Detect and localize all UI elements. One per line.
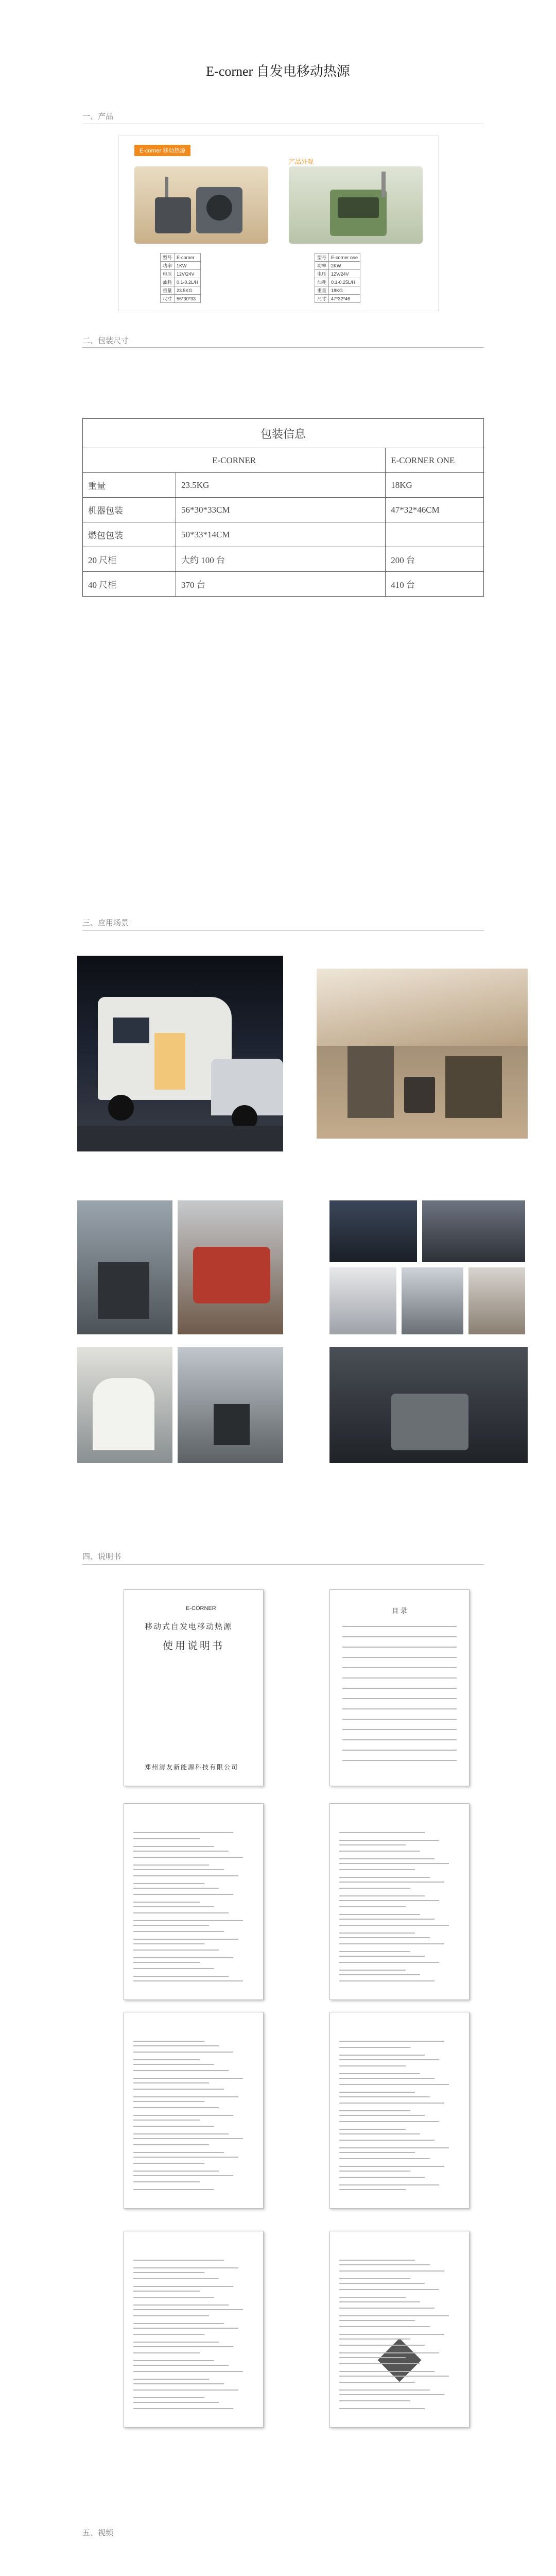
spec-cell: 尺寸 bbox=[315, 295, 329, 303]
text-line bbox=[339, 1980, 435, 1981]
text-line bbox=[339, 2382, 415, 2383]
text-line bbox=[339, 1858, 435, 1859]
usage-photo-vehicle-2 bbox=[422, 1200, 525, 1262]
text-line bbox=[339, 2278, 410, 2279]
text-line bbox=[133, 2138, 243, 2139]
section-divider bbox=[82, 347, 484, 348]
text-line bbox=[133, 2383, 224, 2384]
text-line bbox=[133, 2163, 204, 2164]
table-cell bbox=[386, 522, 484, 547]
text-line bbox=[339, 2345, 425, 2346]
text-line bbox=[339, 1906, 406, 1907]
text-line bbox=[339, 2115, 425, 2116]
text-line bbox=[133, 2309, 243, 2310]
text-line bbox=[133, 2334, 204, 2335]
product-photo-e-corner-one bbox=[289, 166, 423, 244]
table-cell-label: 重量 bbox=[83, 473, 176, 498]
text-line bbox=[339, 2270, 444, 2272]
text-line bbox=[133, 2152, 224, 2153]
section-manual-label: 四、说明书 bbox=[82, 1553, 121, 1561]
text-line bbox=[339, 2140, 435, 2141]
text-line bbox=[133, 2286, 233, 2287]
text-line bbox=[133, 1925, 209, 1926]
text-line bbox=[133, 1939, 238, 1940]
spec-cell: E-corner bbox=[175, 253, 201, 262]
table-cell: 23.5KG bbox=[176, 473, 386, 498]
usage-photo-vehicle-1 bbox=[329, 1200, 417, 1262]
text-line bbox=[133, 2189, 214, 2190]
page-title: E-corner 自发电移动热源 bbox=[206, 64, 350, 79]
text-line bbox=[133, 2133, 229, 2134]
text-line bbox=[133, 1906, 214, 1907]
manual-cover-subtitle: 使用说明书 bbox=[163, 1640, 224, 1652]
packaging-table bbox=[82, 418, 484, 597]
text-line bbox=[133, 1912, 229, 1913]
spec-cell: 47*32*46 bbox=[329, 295, 360, 303]
table-row bbox=[83, 572, 484, 597]
table-cell: 大约 100 台 bbox=[176, 547, 386, 572]
text-line bbox=[133, 2082, 209, 2083]
spec-row bbox=[161, 262, 201, 270]
text-line bbox=[339, 2371, 435, 2372]
text-line bbox=[133, 2297, 214, 2298]
text-line bbox=[339, 1851, 420, 1852]
table-cell-label: 40 尺柜 bbox=[83, 572, 176, 597]
usage-photo-tent-1 bbox=[77, 1347, 172, 1463]
text-line bbox=[339, 2073, 420, 2074]
text-line bbox=[339, 2260, 415, 2261]
text-line bbox=[133, 2101, 204, 2102]
text-line bbox=[339, 2189, 406, 2190]
text-line bbox=[339, 1900, 439, 1901]
toc-line bbox=[342, 1719, 457, 1720]
usage-photo-rv-night bbox=[77, 956, 283, 1151]
product-photo-e-corner bbox=[134, 166, 268, 244]
spec-row bbox=[315, 270, 360, 278]
toc-line bbox=[342, 1677, 457, 1679]
text-line bbox=[133, 1851, 229, 1852]
text-line bbox=[133, 1888, 219, 1889]
text-line bbox=[339, 1869, 415, 1870]
spec-row bbox=[315, 286, 360, 295]
product-tag: E-corner 移动热源 bbox=[134, 145, 190, 156]
manual-toc-title: 目 录 bbox=[392, 1607, 407, 1615]
text-line bbox=[133, 2379, 209, 2380]
text-line bbox=[133, 1920, 243, 1921]
manual-toc-page bbox=[329, 1589, 470, 1786]
text-line bbox=[133, 2070, 229, 2071]
spec-cell: 0.1-0.25L/H bbox=[329, 278, 360, 286]
toc-line bbox=[342, 1657, 457, 1658]
text-line bbox=[339, 1882, 444, 1883]
text-line bbox=[339, 2184, 439, 2185]
text-line bbox=[339, 2065, 406, 2066]
text-line bbox=[133, 2342, 219, 2343]
text-line bbox=[339, 2177, 425, 2178]
toc-line bbox=[342, 1708, 457, 1709]
text-line bbox=[133, 2365, 229, 2366]
text-line bbox=[133, 1957, 233, 1958]
spec-row bbox=[315, 278, 360, 286]
table-cell-label: 燃包包装 bbox=[83, 522, 176, 547]
text-line bbox=[339, 2315, 449, 2316]
text-line bbox=[133, 2304, 229, 2306]
product-appearance-label: 产品外观 bbox=[289, 158, 314, 165]
text-line bbox=[133, 2278, 219, 2279]
spec-cell: 23.5KG bbox=[175, 286, 201, 295]
toc-line bbox=[342, 1698, 457, 1699]
text-line bbox=[339, 1925, 449, 1926]
toc-line bbox=[342, 1647, 457, 1648]
text-line bbox=[133, 2323, 224, 2324]
text-line bbox=[339, 2308, 435, 2309]
table-row bbox=[83, 473, 484, 498]
section-usage-label: 三、应用场景 bbox=[82, 919, 129, 927]
spec-cell: 功率 bbox=[315, 262, 329, 270]
text-line bbox=[133, 2371, 243, 2372]
text-line bbox=[133, 2144, 209, 2145]
text-line bbox=[133, 2064, 214, 2065]
text-line bbox=[133, 2328, 238, 2329]
text-line bbox=[339, 1844, 406, 1845]
text-line bbox=[339, 1840, 439, 1841]
text-line bbox=[339, 1951, 410, 1952]
text-line bbox=[339, 1895, 425, 1896]
text-line bbox=[133, 2120, 200, 2121]
manual-cover-page bbox=[124, 1589, 264, 1786]
text-line bbox=[133, 1865, 209, 1866]
spec-cell: 18KG bbox=[329, 286, 360, 295]
text-line bbox=[133, 2175, 233, 2176]
toc-line bbox=[342, 1626, 457, 1627]
text-line bbox=[133, 2041, 204, 2042]
spec-row bbox=[161, 295, 201, 303]
text-line bbox=[339, 1970, 406, 1971]
text-line bbox=[339, 2289, 439, 2290]
text-line bbox=[339, 2055, 425, 2056]
packaging-table-header: 包装信息 bbox=[83, 419, 484, 448]
text-line bbox=[339, 2376, 449, 2377]
text-line bbox=[133, 1883, 204, 1884]
table-cell: 50*33*14CM bbox=[176, 522, 386, 547]
text-line bbox=[339, 2334, 444, 2335]
spec-cell: 56*30*33 bbox=[175, 295, 201, 303]
text-line bbox=[133, 1968, 214, 1969]
section-product-label: 一、产品 bbox=[82, 113, 114, 121]
manual-cover-company: 郑州清友新能源科技有限公司 bbox=[145, 1764, 239, 1771]
usage-photo-camping-night bbox=[329, 1347, 528, 1463]
text-line bbox=[339, 2103, 444, 2104]
text-line bbox=[339, 2147, 449, 2148]
text-line bbox=[339, 2078, 435, 2079]
text-line bbox=[339, 2092, 415, 2093]
section-video-label: 五、视频 bbox=[82, 2529, 114, 2537]
text-line bbox=[133, 2157, 238, 2158]
text-line bbox=[133, 2360, 214, 2361]
spec-row bbox=[161, 270, 201, 278]
product-spec-table-right bbox=[315, 253, 360, 303]
manual-cover-model: E-CORNER bbox=[186, 1605, 216, 1612]
text-line bbox=[339, 2408, 425, 2409]
table-cell: 56*30*33CM bbox=[176, 498, 386, 522]
text-line bbox=[339, 2171, 410, 2172]
table-cell-label: 机器包装 bbox=[83, 498, 176, 522]
usage-photo-snow-1 bbox=[329, 1267, 396, 1334]
text-line bbox=[133, 2096, 238, 2097]
text-line bbox=[133, 2260, 224, 2261]
text-line bbox=[133, 1832, 233, 1833]
text-line bbox=[339, 1933, 415, 1934]
text-line bbox=[339, 2084, 449, 2085]
text-line bbox=[339, 1863, 449, 1864]
text-line bbox=[133, 2272, 204, 2273]
toc-line bbox=[342, 1750, 457, 1751]
text-line bbox=[133, 1875, 238, 1876]
text-line bbox=[133, 2181, 200, 2182]
text-line bbox=[339, 1956, 425, 1957]
table-cell: 18KG bbox=[386, 473, 484, 498]
text-line bbox=[133, 2052, 233, 2053]
text-line bbox=[133, 1931, 224, 1932]
text-line bbox=[339, 2283, 425, 2284]
spec-cell: 电压 bbox=[161, 270, 175, 278]
spec-row bbox=[161, 253, 201, 262]
text-line bbox=[339, 1974, 420, 1975]
text-line bbox=[133, 2389, 238, 2391]
text-line bbox=[133, 2291, 200, 2292]
spec-cell: 重量 bbox=[315, 286, 329, 295]
table-cell: 47*32*46CM bbox=[386, 498, 484, 522]
spec-row bbox=[315, 253, 360, 262]
text-line bbox=[133, 2397, 204, 2398]
text-line bbox=[133, 1976, 229, 1977]
text-line bbox=[339, 2129, 406, 2130]
text-line bbox=[133, 2059, 200, 2060]
product-panel bbox=[118, 135, 439, 311]
usage-photo-tent-2 bbox=[178, 1347, 283, 1463]
text-line bbox=[339, 2394, 444, 2395]
toc-line bbox=[342, 1636, 457, 1637]
manual-page-5 bbox=[124, 2012, 264, 2209]
text-line bbox=[339, 1937, 430, 1938]
spec-cell: 2KW bbox=[329, 262, 360, 270]
text-line bbox=[339, 2152, 415, 2153]
table-row bbox=[83, 522, 484, 547]
text-line bbox=[339, 1888, 410, 1889]
text-line bbox=[339, 2400, 410, 2401]
text-line bbox=[133, 1962, 200, 1963]
spec-cell: 型号 bbox=[315, 253, 329, 262]
text-line bbox=[133, 2107, 219, 2108]
text-line bbox=[339, 1919, 435, 1920]
spec-cell: 12V/24V bbox=[329, 270, 360, 278]
text-line bbox=[339, 2096, 430, 2097]
text-line bbox=[339, 2264, 430, 2265]
toc-line bbox=[342, 1688, 457, 1689]
usage-photo-snow-3 bbox=[468, 1267, 525, 1334]
text-line bbox=[133, 1869, 224, 1870]
text-line bbox=[339, 1877, 430, 1878]
usage-photo-outdoor-1 bbox=[77, 1200, 172, 1334]
table-cell: 200 台 bbox=[386, 547, 484, 572]
spec-cell: 0.1-0.2L/H bbox=[175, 278, 201, 286]
text-line bbox=[133, 1950, 219, 1951]
text-line bbox=[339, 2363, 420, 2364]
text-line bbox=[339, 2110, 410, 2111]
table-row bbox=[83, 498, 484, 522]
text-line bbox=[133, 1902, 200, 1903]
product-spec-table-left bbox=[160, 253, 201, 303]
text-line bbox=[133, 2346, 233, 2347]
packaging-col-e-corner: E-CORNER bbox=[83, 448, 386, 473]
text-line bbox=[133, 2089, 224, 2090]
spec-cell: 油耗 bbox=[161, 278, 175, 286]
toc-line bbox=[342, 1667, 457, 1668]
text-line bbox=[133, 2126, 214, 2127]
spec-cell: 1KW bbox=[175, 262, 201, 270]
text-line bbox=[339, 1943, 444, 1944]
text-line bbox=[339, 1914, 420, 1915]
toc-line bbox=[342, 1729, 457, 1730]
spec-cell: 尺寸 bbox=[161, 295, 175, 303]
manual-page-8 bbox=[329, 2231, 470, 2428]
manual-cover-title: 移动式自发电移动热源 bbox=[145, 1622, 233, 1631]
text-line bbox=[339, 2158, 430, 2159]
section-packaging-label: 二、包装尺寸 bbox=[82, 337, 129, 345]
toc-line bbox=[342, 1760, 457, 1761]
usage-photo-snow-2 bbox=[402, 1267, 463, 1334]
spec-row bbox=[161, 286, 201, 295]
text-line bbox=[339, 2059, 439, 2060]
text-line bbox=[339, 2041, 444, 2042]
text-line bbox=[133, 2315, 209, 2316]
text-line bbox=[339, 2357, 406, 2358]
text-line bbox=[339, 2133, 420, 2134]
table-cell-label: 20 尺柜 bbox=[83, 547, 176, 572]
text-line bbox=[133, 1943, 204, 1944]
manual-page-4 bbox=[329, 1803, 470, 2000]
text-line bbox=[133, 2408, 233, 2409]
spec-row bbox=[315, 295, 360, 303]
table-row bbox=[83, 547, 484, 572]
text-line bbox=[133, 1980, 243, 1981]
text-line bbox=[133, 1894, 233, 1895]
toc-line bbox=[342, 1739, 457, 1740]
table-cell: 410 台 bbox=[386, 572, 484, 597]
manual-page-7 bbox=[124, 2231, 264, 2428]
spec-cell: E-corner one bbox=[329, 253, 360, 262]
text-line bbox=[339, 1962, 439, 1963]
spec-cell: 12V/24V bbox=[175, 270, 201, 278]
text-line bbox=[133, 1838, 200, 1839]
text-line bbox=[339, 2352, 439, 2353]
text-line bbox=[339, 2326, 430, 2327]
manual-page-3 bbox=[124, 1803, 264, 2000]
text-line bbox=[133, 2402, 219, 2403]
spec-cell: 型号 bbox=[161, 253, 175, 262]
text-line bbox=[133, 2045, 219, 2046]
text-line bbox=[339, 2389, 430, 2391]
spec-cell: 电压 bbox=[315, 270, 329, 278]
text-line bbox=[339, 2121, 439, 2122]
text-line bbox=[133, 2352, 200, 2353]
table-cell: 370 台 bbox=[176, 572, 386, 597]
packaging-col-e-corner-one: E-CORNER ONE bbox=[386, 448, 484, 473]
manual-page-6 bbox=[329, 2012, 470, 2209]
spec-row bbox=[315, 262, 360, 270]
text-line bbox=[133, 2171, 219, 2172]
text-line bbox=[133, 1857, 243, 1858]
section-divider bbox=[82, 1564, 484, 1565]
text-line bbox=[133, 2267, 238, 2268]
text-line bbox=[339, 1832, 425, 1833]
text-line bbox=[339, 2297, 406, 2298]
text-line bbox=[339, 2301, 420, 2302]
text-line bbox=[339, 2338, 410, 2340]
text-line bbox=[339, 2320, 415, 2321]
spec-row bbox=[161, 278, 201, 286]
text-line bbox=[339, 2166, 444, 2167]
text-line bbox=[133, 2115, 233, 2116]
spec-cell: 油耗 bbox=[315, 278, 329, 286]
usage-photo-tent-interior bbox=[317, 969, 528, 1139]
spec-cell: 重量 bbox=[161, 286, 175, 295]
text-line bbox=[133, 1846, 214, 1847]
usage-photo-outdoor-2 bbox=[178, 1200, 283, 1334]
text-line bbox=[339, 2047, 410, 2048]
section-divider bbox=[82, 930, 484, 931]
spec-cell: 功率 bbox=[161, 262, 175, 270]
text-line bbox=[133, 2078, 243, 2079]
